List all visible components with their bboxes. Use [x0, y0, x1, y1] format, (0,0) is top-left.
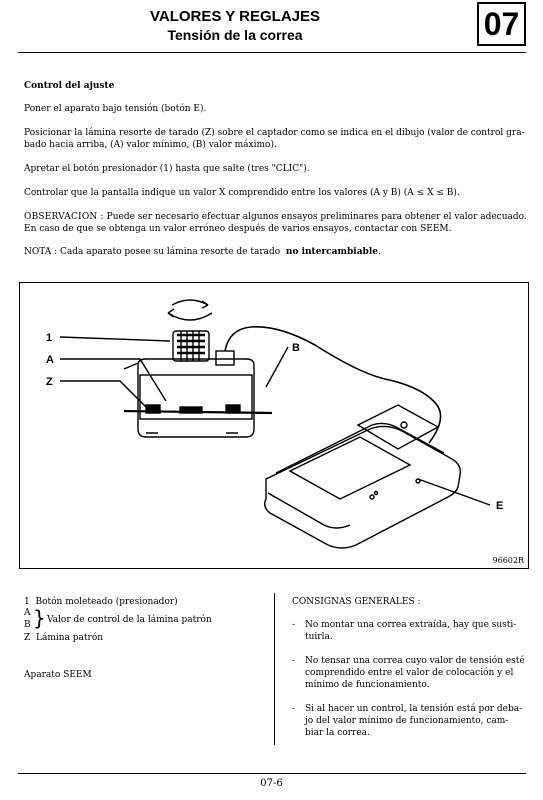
belt-tension-device-drawing [20, 283, 527, 567]
note [24, 246, 381, 259]
label-b: B [292, 342, 300, 354]
legend-item-z [24, 632, 103, 645]
consigna-2-line-3: mínimo de funcionamiento. [305, 680, 430, 690]
legend-key-b: B [24, 620, 31, 630]
observation-line-2: En caso de que se obtenga un valor erróneo después de varios ensayos, contactar con SEEM. [24, 224, 452, 234]
note-bold: no intercambiable [285, 247, 378, 257]
paragraph-4: Controlar que la pantalla indique un valor X comprendido entre los valores (A y B) (A ≤ X ≤ B). [24, 188, 460, 198]
label-z: Z [46, 376, 53, 388]
title-line-1: VALORES Y REGLAJES [149, 8, 321, 25]
brace-icon: } [33, 606, 46, 630]
page-number: 07-6 [260, 778, 283, 789]
leader-e [418, 479, 490, 505]
page-title [0, 8, 470, 44]
figure-frame [19, 282, 529, 569]
sensor-body [138, 359, 254, 437]
observation-line-1: Puede ser necesario efectuar algunos ensayos preliminares para obtener el valor adecuado. [106, 212, 527, 222]
handheld-unit [265, 426, 461, 548]
consigna-3-line-3: biar la correa. [305, 728, 370, 738]
legend-key-z: Z [24, 633, 31, 643]
legend-key-a: A [24, 608, 31, 618]
consigna-bullet-3: - [292, 704, 296, 714]
paragraph-1: Poner el aparato bajo tensión (botón E). [24, 104, 207, 114]
consigna-2-line-1: No tensar una correa cuyo valor de tensión esté [305, 656, 525, 666]
note-text: Cada aparato posee su lámina resorte de tarado [60, 247, 281, 257]
legend-text-1: Botón moleteado (presionador) [35, 597, 178, 607]
consigna-3-line-1: Si al hacer un control, la tensión está por deba- [305, 704, 523, 714]
leader-1 [60, 337, 170, 341]
label-a: A [46, 354, 54, 366]
consigna-3-line-2: jo del valor mínimo de funcionamiento, cam- [305, 716, 509, 726]
column-divider [274, 593, 275, 745]
paragraph-2-line-2: bado hacia arriba, (A) valor mínimo, (B) valor máximo). [24, 140, 277, 150]
leader-a [60, 359, 166, 401]
legend-text-z: Lámina patrón [36, 633, 104, 643]
display-screen [290, 437, 410, 499]
consigna-2-line-2: comprendido entre el valor de colocación y el [305, 668, 514, 678]
consigna-1-line-1: No montar una correa extraída, hay que susti- [305, 620, 517, 630]
figure-reference: 96602R [492, 556, 524, 565]
chapter-number: 07 [477, 2, 526, 46]
section-title: Control del ajuste [24, 81, 115, 91]
rotate-arrow-lower [168, 313, 212, 320]
leader-z [60, 381, 148, 409]
device-name: Aparato SEEM [24, 670, 92, 680]
title-line-2: Tensión de la correa [167, 27, 303, 43]
legend-text-ab: Valor de control de la lámina patrón [47, 615, 212, 625]
legend-item-1 [24, 596, 178, 609]
consignas-title: CONSIGNAS GENERALES : [292, 597, 421, 607]
cable [225, 327, 441, 443]
consigna-bullet-1: - [292, 620, 296, 630]
consigna-bullet-2: - [292, 656, 296, 666]
label-1: 1 [46, 332, 53, 344]
header-divider [18, 52, 526, 53]
consigna-1-line-2: tuirla. [305, 632, 333, 642]
observation [24, 211, 527, 224]
note-label: NOTA : [24, 247, 58, 257]
observation-label: OBSERVACION : [24, 212, 104, 222]
footer-divider [18, 773, 526, 774]
paragraph-3: Apretar el botón presionador (1) hasta que salte (tres "CLIC"). [24, 164, 310, 174]
note-end: . [378, 247, 381, 257]
paragraph-2-line-1: Posicionar la lámina resorte de tarado (Z) sobre el captador como se indica en el dibujo (valor de control gra- [24, 128, 525, 138]
legend-key-1: 1 [24, 597, 30, 607]
label-e: E [496, 500, 504, 512]
leader-b [266, 347, 288, 387]
